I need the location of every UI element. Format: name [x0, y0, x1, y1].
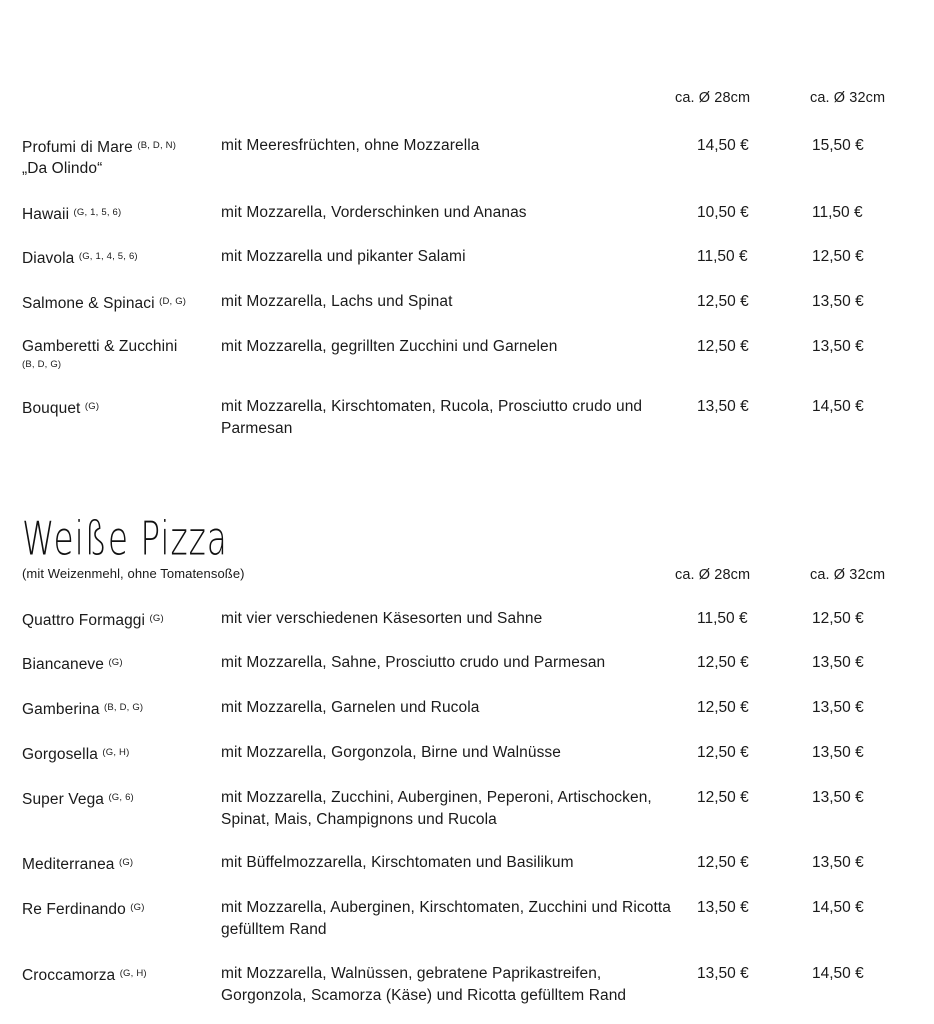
menu-item-price-large: 14,50 €	[812, 965, 864, 982]
menu-item-price-small: 12,50 €	[697, 744, 749, 761]
size-header-small: ca. Ø 28cm	[675, 567, 751, 583]
menu-item-price-small: 12,50 €	[697, 699, 749, 716]
menu-item-name-text: Gorgosella	[22, 745, 98, 763]
section-title: Weiße Pizza	[22, 512, 228, 566]
menu-item-description: mit Mozzarella, Auberginen, Kirschtomaten, Zucchini und Ricotta gefülltem Rand	[221, 899, 671, 938]
menu-item-price-large: 13,50 €	[812, 293, 864, 310]
allergen-codes: (G, 1, 4, 5, 6)	[78, 251, 138, 262]
menu-item-name-text: Re Ferdinando	[22, 900, 126, 918]
menu-item-price-large: 13,50 €	[812, 699, 864, 716]
menu-item-name	[22, 608, 218, 631]
menu-item-price-large: 13,50 €	[812, 744, 864, 761]
menu-item-price-large: 12,50 €	[812, 610, 864, 627]
menu-item-description: mit vier verschiedenen Käsesorten und Sahne	[221, 610, 543, 627]
menu-item-description: mit Mozzarella und pikanter Salami	[221, 248, 466, 265]
menu-item-price-small: 12,50 €	[697, 338, 749, 355]
menu-item-name	[22, 897, 218, 920]
menu-item-price-small: 12,50 €	[697, 854, 749, 871]
menu-item-price-small: 10,50 €	[697, 204, 749, 221]
menu-item-name	[22, 202, 218, 225]
menu-item-description: mit Mozzarella, Zucchini, Auberginen, Peperoni, Artischocken, Spinat, Mais, Champignons und Rucola	[221, 789, 652, 828]
menu-item-price-small: 13,50 €	[697, 398, 749, 415]
menu-item-name-text: Croccamorza	[22, 966, 116, 984]
menu-item-name-text: Gamberina	[22, 700, 100, 718]
menu-item-description: mit Meeresfrüchten, ohne Mozzarella	[221, 137, 480, 154]
menu-item-description: mit Büffelmozzarella, Kirschtomaten und Basilikum	[221, 854, 574, 871]
menu-item-name	[22, 396, 218, 419]
size-header-small: ca. Ø 28cm	[675, 90, 751, 106]
menu-item-name	[22, 336, 218, 372]
menu-item-price-small: 11,50 €	[697, 610, 748, 627]
menu-item-name-text: Diavola	[22, 249, 75, 267]
size-header-large: ca. Ø 32cm	[810, 90, 886, 106]
menu-item-price-large: 14,50 €	[812, 899, 864, 916]
menu-item-name-text: Profumi di Mare	[22, 138, 133, 156]
menu-item-price-large: 14,50 €	[812, 398, 864, 415]
menu-item-name	[22, 652, 218, 675]
menu-item-price-small: 13,50 €	[697, 899, 749, 916]
allergen-codes: (G)	[84, 401, 100, 412]
menu-item-name-text: Salmone & Spinaci	[22, 294, 155, 312]
menu-item-name	[22, 135, 218, 179]
menu-item-price-large: 13,50 €	[812, 854, 864, 871]
menu-item-name-text: Hawaii	[22, 205, 70, 223]
menu-item-price-small: 12,50 €	[697, 789, 749, 806]
menu-item-name	[22, 697, 218, 720]
section-subtitle: (mit Weizenmehl, ohne Tomatensoße)	[22, 566, 245, 581]
menu-item-name-text: Mediterranea	[22, 855, 115, 873]
menu-item-name	[22, 852, 218, 875]
size-header-large: ca. Ø 32cm	[810, 567, 886, 583]
menu-item-name-text: Quattro Formaggi	[22, 611, 146, 629]
allergen-codes: (G, 1, 5, 6)	[73, 207, 122, 218]
menu-item-price-small: 11,50 €	[697, 248, 748, 265]
allergen-codes: (B, D, N)	[137, 140, 177, 151]
menu-item-description: mit Mozzarella, Sahne, Prosciutto crudo und Parmesan	[221, 654, 606, 671]
allergen-codes: (G, H)	[119, 968, 147, 979]
menu-item-price-large: 13,50 €	[812, 654, 864, 671]
allergen-codes: (G)	[149, 613, 164, 624]
menu-item-name	[22, 742, 218, 765]
allergen-codes: (G)	[130, 902, 145, 913]
menu-item-name-line2: „Da Olindo“	[22, 159, 103, 177]
menu-item-name	[22, 246, 218, 269]
menu-item-description: mit Mozzarella, Vorderschinken und Ananas	[221, 204, 527, 221]
menu-item-name	[22, 963, 218, 986]
menu-item-description: mit Mozzarella, Walnüssen, gebratene Paprikastreifen, Gorgonzola, Scamorza (Käse) und Ricotta gefülltem Rand	[221, 965, 627, 1004]
menu-item-name	[22, 787, 218, 810]
menu-item-price-large: 15,50 €	[812, 137, 864, 154]
menu-item-name-text: Gamberetti & Zucchini	[22, 338, 178, 355]
allergen-codes: (G, 6)	[108, 792, 134, 803]
menu-item-price-large: 13,50 €	[812, 338, 864, 355]
menu-item-price-small: 12,50 €	[697, 293, 749, 310]
allergen-codes: (D, G)	[159, 296, 187, 307]
menu-item-description: mit Mozzarella, Garnelen und Rucola	[221, 699, 480, 716]
menu-item-name-text: Super Vega	[22, 790, 105, 808]
menu-item-price-small: 12,50 €	[697, 654, 749, 671]
menu-item-price-large: 12,50 €	[812, 248, 864, 265]
allergen-codes: (G)	[108, 657, 123, 668]
menu-item-price-large: 11,50 €	[812, 204, 863, 221]
menu-item-description: mit Mozzarella, Kirschtomaten, Rucola, Prosciutto crudo und Parmesan	[221, 398, 643, 437]
menu-item-price-small: 14,50 €	[697, 137, 749, 154]
menu-item-name	[22, 291, 218, 314]
menu-item-description: mit Mozzarella, gegrillten Zucchini und Garnelen	[221, 338, 558, 355]
allergen-codes: (B, D, G)	[22, 359, 62, 370]
menu-item-name-text: Biancaneve	[22, 655, 105, 673]
menu-item-price-large: 13,50 €	[812, 789, 864, 806]
menu-item-description: mit Mozzarella, Lachs und Spinat	[221, 293, 453, 310]
allergen-codes: (G, H)	[102, 747, 130, 758]
menu-item-price-small: 13,50 €	[697, 965, 749, 982]
menu-item-name-text: Bouquet	[22, 399, 81, 417]
allergen-codes: (B, D, G)	[104, 702, 144, 713]
allergen-codes: (G)	[118, 857, 134, 868]
menu-item-description: mit Mozzarella, Gorgonzola, Birne und Walnüsse	[221, 744, 562, 761]
